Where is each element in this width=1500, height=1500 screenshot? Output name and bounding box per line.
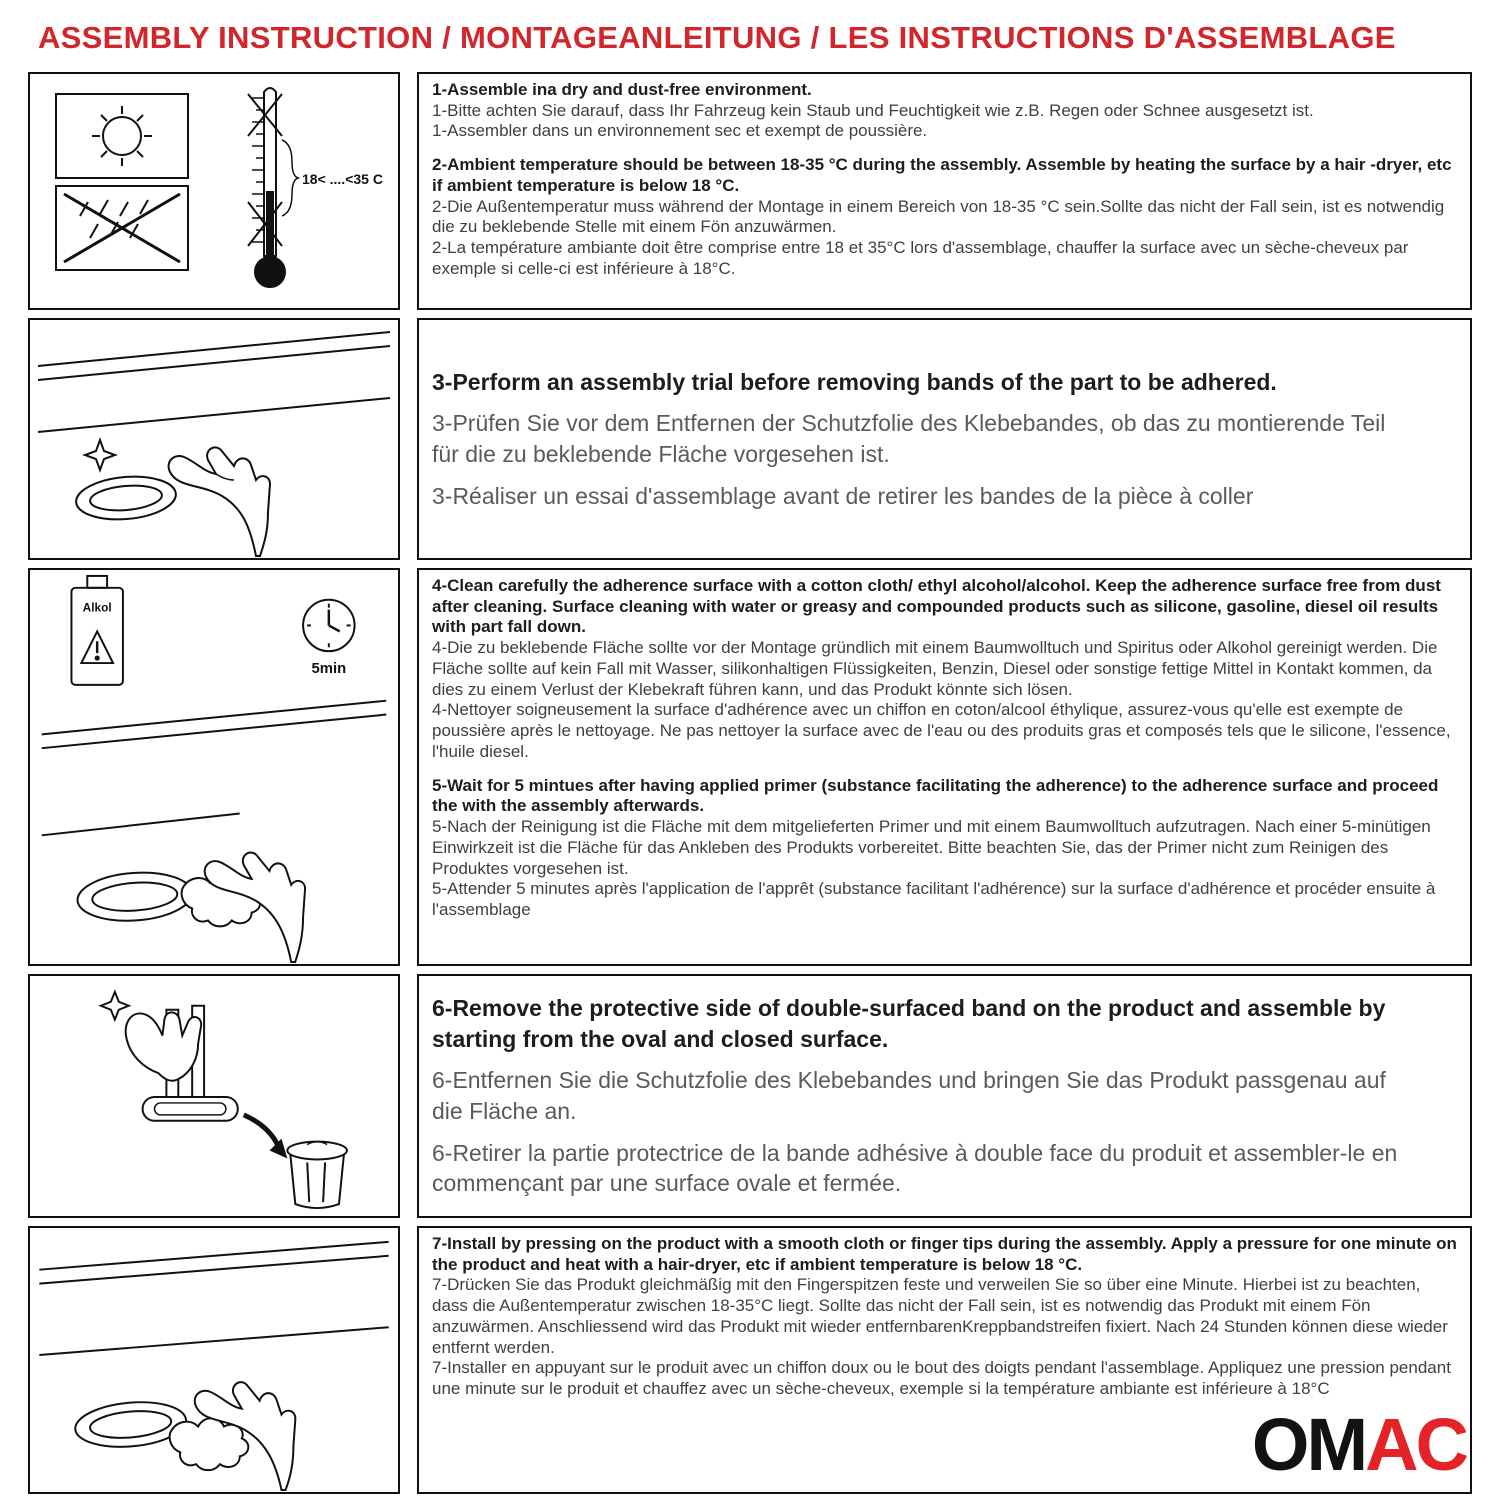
instruction-5-de: 5-Nach der Reinigung ist die Fläche mit dem mitgelieferten Primer und mit einem Baumwolltuch aufzutragen. Nach einer 5-minütigen Einwirkzeit ist die Fläche für das Ankleben des Produkts vorbereitet. Bitte beachten Sie, das der Primer nicht zum Reinigen des Produktes vorgesehen ist. [432, 817, 1431, 878]
instruction-4-en: 4-Clean carefully the adherence surface with a cotton cloth/ ethyl alcohol/alcohol. Keep the adherence surface free from dust after cleaning. Surface cleaning with water or greasy and compounded products such as silicone, gasoline, diesel oil results with part fall down. [432, 576, 1441, 637]
wait-time-label: 5min [311, 660, 347, 677]
clock-icon [303, 600, 354, 651]
instruction-1-en: 1-Assemble ina dry and dust-free environment. [432, 80, 812, 99]
sparkle-icon [101, 992, 129, 1020]
instruction-7-de: 7-Drücken Sie das Produkt gleichmäßig mit den Fingerspitzen feste und verweilen Sie so über eine Minute. Hierbei ist zu beachten, dass die Außentemperatur zwischen 18-35°C liegt. Sollte das nicht der Fall sein, ist es notwendig das Produkt mit einem Fön anzuwärmen. Anschliessend wird das Produkt mit wieder entfernbarenKreppbandstreifen fixiert. Nach 24 Stunden können diese wieder entfernt werden. [432, 1275, 1448, 1357]
door-handle-oval [76, 869, 194, 924]
thermometer-icon [248, 88, 298, 287]
section-2-text [417, 318, 1472, 560]
bottle-label: Alkol [82, 600, 112, 615]
logo-text-black: OM [1251, 1403, 1366, 1486]
arrow-icon [244, 1115, 288, 1159]
logo-text-red: AC [1365, 1403, 1466, 1486]
instruction-6-de: 6-Entfernen Sie die Schutzfolie des Klebebandes und bringen Sie das Produkt passgenau auf die Fläche an. [432, 1067, 1386, 1124]
instruction-7-fr: 7-Installer en appuyant sur le produit avec un chiffon doux ou le bout des doigts pendant l'assemblage. Appliquez une pression pendant une minute sur le produit et chauffez avec un sèche-cheveux, exemple si la température ambiante est inférieure à 18°C [432, 1358, 1451, 1399]
section-1 [28, 72, 1472, 310]
section-4-illustration [28, 974, 400, 1218]
section-4 [28, 974, 1472, 1218]
section-4-text [417, 974, 1472, 1218]
instruction-3-de: 3-Prüfen Sie vor dem Entfernen der Schutzfolie des Klebebandes, ob das zu montierende Teil für die zu beklebende Fläche vorgesehen ist. [432, 410, 1386, 467]
instruction-6-fr: 6-Retirer la partie protectrice de la bande adhésive à double face du produit et assembler-le en commençant par une surface ovale et fermée. [432, 1139, 1398, 1197]
instruction-1-de: 1-Bitte achten Sie darauf, dass Ihr Fahrzeug kein Staub und Feuchtigkeit wie z.B. Regen oder Schnee ausgesetzt ist. [432, 100, 1314, 120]
section-3-illustration [28, 568, 400, 966]
page-title: ASSEMBLY INSTRUCTION / MONTAGEANLEITUNG / LES INSTRUCTIONS D'ASSEMBLAGE [38, 20, 1396, 55]
instruction-3-en: 3-Perform an assembly trial before removing bands of the part to be adhered. [432, 368, 1277, 395]
instruction-6-en: 6-Remove the protective side of double-surfaced band on the product and assemble by starting from the oval and closed surface. [432, 995, 1386, 1052]
product-part [143, 1097, 238, 1121]
instruction-3-fr: 3-Réaliser un essai d'assemblage avant de retirer les bandes de la pièce à coller [432, 482, 1254, 509]
car-door-frame [38, 332, 390, 432]
section-3 [28, 568, 1472, 966]
section-3-text [417, 568, 1472, 966]
trash-can-icon [287, 1142, 347, 1208]
instruction-5-en: 5-Wait for 5 mintues after having applied primer (substance facilitating the adherence) to the adherence surface and proceed the with the assembly afterwards. [432, 775, 1439, 816]
instruction-1-fr: 1-Assembler dans un environnement sec et exempt de poussière. [432, 121, 928, 141]
section-5-illustration [28, 1226, 400, 1494]
temperature-range-label: 18< ....<35 C [302, 171, 383, 187]
instruction-2-en: 2-Ambient temperature should be between 18-35 °C during the assembly. Assemble by heating the surface by a hair -dryer, etc if ambient temperature is below 18 °C. [432, 155, 1452, 195]
car-door-frame [42, 701, 387, 836]
instruction-2-fr: 2-La température ambiante doit être comprise entre 18 et 35°C lors d'assemblage, chauffer la surface avec un sèche-cheveux par exemple si celle-ci est inférieure à 18°C. [432, 238, 1409, 278]
section-1-text [417, 72, 1472, 310]
sparkle-icon [85, 440, 115, 470]
press-install-illustration [30, 1228, 398, 1492]
instruction-2-de: 2-Die Außentemperatur muss während der Montage in einem Bereich von 18-35 °C sein.Sollte das nicht der Fall sein, ist es notwendig die zu beklebende Stelle mit einem Fön anzuwärmen. [432, 196, 1445, 237]
no-rain-icon [56, 186, 188, 270]
alcohol-bottle-icon [71, 576, 122, 685]
omac-logo [1251, 1403, 1466, 1486]
sun-icon [56, 94, 188, 178]
section-1-illustration [28, 72, 400, 310]
hand-icon [126, 1012, 201, 1080]
car-door-frame [39, 1242, 388, 1355]
section-2 [28, 318, 1472, 560]
section-2-illustration [28, 318, 400, 560]
environment-temperature-illustration [30, 74, 398, 308]
instruction-5-fr: 5-Attender 5 minutes après l'application de l'apprêt (substance facilitant l'adhérence) sur la surface d'adhérence et procéder ensuite à l'assemblage [432, 879, 1436, 920]
instruction-4-fr: 4-Nettoyer soigneusement la surface d'adhérence avec un chiffon en coton/alcool éthylique, assurez-vous qu'elle est exempte de poussière après le nettoyage. Ne pas nettoyer la surface avec de l'eau ou des produits gras et composés tels que le silicone, l'essence, l'huile diesel. [432, 700, 1451, 761]
hand-icon [169, 447, 270, 556]
instruction-4-de: 4-Die zu beklebende Fläche sollte vor der Montage gründlich mit einem Baumwolltuch und Spiritus oder Alkohol gereinigt werden. Die Fläche sollte auf kein Fall mit Wasser, silikonhaltigen Flüssigkeiten, Benzin, Diesel oder sonstige fettige Mittel in Kontakt kommen, da dies zu einem Verlust der Klebekraft führen kann, und das Produkt könnte sich lösen. [432, 638, 1438, 699]
assembly-trial-illustration [30, 320, 398, 558]
door-handle-oval [74, 473, 177, 524]
remove-band-illustration [30, 976, 398, 1216]
instruction-7-en: 7-Install by pressing on the product with a smooth cloth or finger tips during the assembly. Apply a pressure for one minute on the product and heat with a hair-dryer, etc if ambient temperature is below 18 °C. [432, 1234, 1457, 1274]
cleaning-illustration [30, 570, 398, 964]
